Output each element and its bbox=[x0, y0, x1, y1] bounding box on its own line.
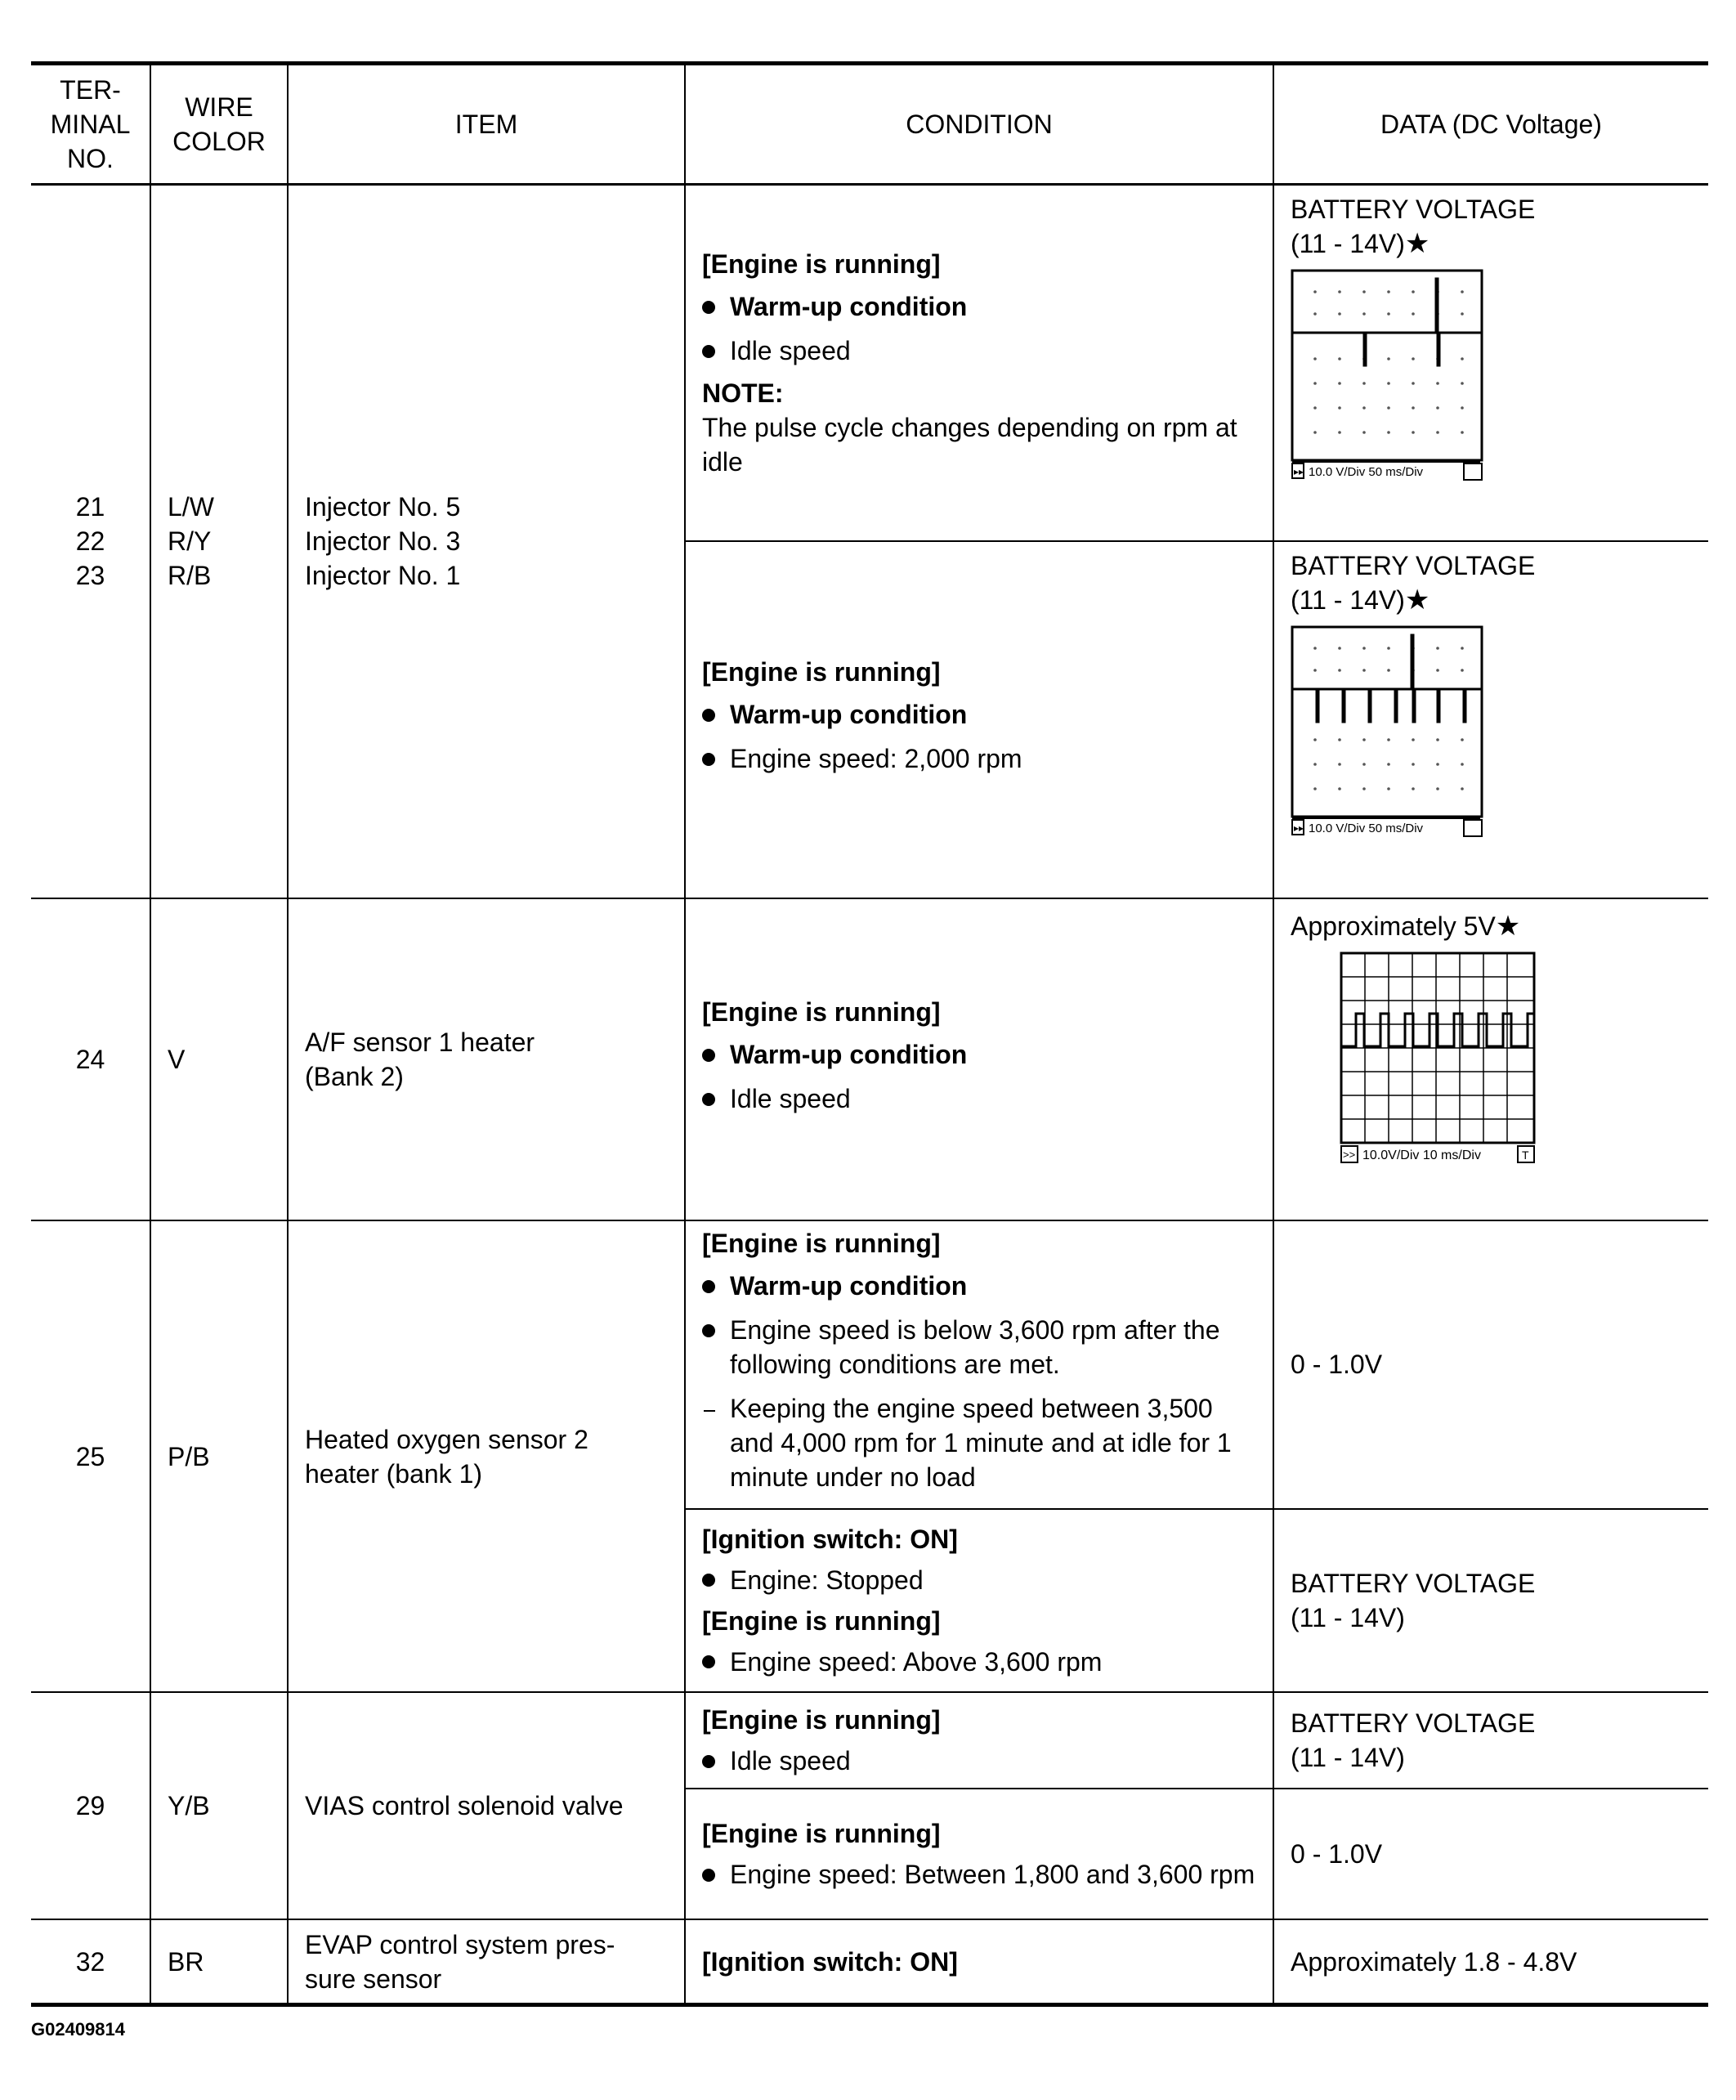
scope-scale-label: 10.0 V/Div 50 ms/Div bbox=[1309, 465, 1424, 480]
condition-bullet: Warm-up condition bbox=[702, 289, 1256, 324]
table-row bbox=[31, 1919, 1708, 2004]
condition-heading: [Engine is running] bbox=[702, 1819, 941, 1849]
svg-text:▸▸: ▸▸ bbox=[1294, 822, 1304, 835]
condition-bullet: Warm-up condition bbox=[702, 697, 1256, 732]
scope-scale-label: 10.0 V/Div 50 ms/Div bbox=[1309, 822, 1424, 836]
condition-bullet: Engine speed is below 3,600 rpm after the following conditions are met. bbox=[702, 1313, 1256, 1381]
condition-bullet: Engine: Stopped bbox=[702, 1563, 1256, 1597]
condition-bullet: Warm-up condition bbox=[702, 1037, 1256, 1072]
data-cell: 0 - 1.0V bbox=[1273, 1789, 1708, 1919]
oscilloscope-waveform bbox=[1291, 269, 1487, 483]
scope-trigger-label: T bbox=[1522, 1148, 1529, 1162]
item-cell: A/F sensor 1 heater (Bank 2) bbox=[288, 898, 685, 1220]
note-label: NOTE: bbox=[702, 378, 784, 409]
oscilloscope-waveform bbox=[1340, 951, 1568, 1166]
bullet-icon bbox=[702, 1755, 715, 1768]
wire-color-cell: Y/B bbox=[150, 1692, 288, 1919]
item-cell: Injector No. 5 Injector No. 3 Injector No. 1 bbox=[288, 185, 685, 898]
wire-color-cell: V bbox=[150, 898, 288, 1220]
bullet-icon bbox=[702, 753, 715, 766]
header-terminal: TER- MINAL NO. bbox=[31, 64, 150, 185]
data-cell: BATTERY VOLTAGE (11 - 14V) bbox=[1273, 1692, 1708, 1789]
condition-cell bbox=[685, 1919, 1273, 2004]
wire-color-cell: P/B bbox=[150, 1220, 288, 1692]
table-row bbox=[31, 898, 1708, 1220]
header-item: ITEM bbox=[288, 64, 685, 185]
svg-text:▸▸: ▸▸ bbox=[1294, 466, 1304, 478]
terminal-cell: 21 22 23 bbox=[31, 185, 150, 898]
bullet-icon bbox=[702, 1280, 715, 1293]
ecm-terminal-table bbox=[31, 61, 1708, 2007]
terminal-cell: 32 bbox=[31, 1919, 150, 2004]
data-cell: Approximately 1.8 - 4.8V bbox=[1273, 1919, 1708, 2004]
condition-cell bbox=[685, 1789, 1273, 1919]
scope-scale-label: 10.0V/Div 10 ms/Div bbox=[1362, 1148, 1481, 1162]
condition-bullet: Engine speed: Above 3,600 rpm bbox=[702, 1645, 1256, 1679]
note-text: The pulse cycle changes depending on rpm at idle bbox=[702, 413, 1237, 477]
data-cell: BATTERY VOLTAGE (11 - 14V)★ ▸▸ 10.0 V/Div 50 ms/Div bbox=[1273, 185, 1708, 542]
condition-heading: [Ignition switch: ON] bbox=[702, 1946, 958, 1977]
star-icon: ★ bbox=[1404, 584, 1430, 616]
star-icon: ★ bbox=[1495, 910, 1521, 942]
condition-heading: [Ignition switch: ON] bbox=[702, 1524, 958, 1554]
bullet-icon bbox=[702, 1049, 715, 1062]
figure-code: G02409814 bbox=[31, 2019, 125, 2040]
condition-cell bbox=[685, 185, 1273, 542]
bullet-icon bbox=[702, 1574, 715, 1587]
oscilloscope-waveform bbox=[1291, 625, 1487, 840]
condition-cell bbox=[685, 541, 1273, 898]
condition-cell bbox=[685, 1220, 1273, 1508]
condition-heading: [Engine is running] bbox=[702, 1605, 941, 1636]
data-cell: BATTERY VOLTAGE (11 - 14V) bbox=[1273, 1509, 1708, 1692]
condition-heading: [Engine is running] bbox=[702, 1229, 941, 1259]
bullet-icon bbox=[702, 1093, 715, 1106]
condition-bullet: Engine speed: Between 1,800 and 3,600 rpm bbox=[702, 1857, 1256, 1892]
condition-heading: [Engine is running] bbox=[702, 657, 941, 687]
condition-bullet: Idle speed bbox=[702, 1744, 1256, 1778]
wire-color-cell: L/W R/Y R/B bbox=[150, 185, 288, 898]
condition-bullet: Idle speed bbox=[702, 334, 1256, 368]
condition-heading: [Engine is running] bbox=[702, 249, 941, 280]
data-cell: Approximately 5V★ >> 10.0V/Div 10 ms/Div T bbox=[1273, 898, 1708, 1220]
bullet-icon bbox=[702, 345, 715, 358]
condition-sub-bullet: Keeping the engine speed between 3,500 and 4,000 rpm for 1 minute and at idle for 1 minute under no load bbox=[702, 1391, 1256, 1494]
bullet-icon bbox=[702, 709, 715, 722]
condition-bullet: Engine speed: 2,000 rpm bbox=[702, 741, 1256, 776]
condition-cell bbox=[685, 898, 1273, 1220]
header-condition: CONDITION bbox=[685, 64, 1273, 185]
header-row bbox=[31, 64, 1708, 185]
wire-color-cell: BR bbox=[150, 1919, 288, 2004]
header-wire-color: WIRE COLOR bbox=[150, 64, 288, 185]
item-cell: VIAS control solenoid valve bbox=[288, 1692, 685, 1919]
table-row bbox=[31, 1692, 1708, 1789]
condition-cell bbox=[685, 1509, 1273, 1692]
bullet-icon bbox=[702, 1324, 715, 1337]
dash-icon bbox=[704, 1410, 715, 1412]
terminal-cell: 24 bbox=[31, 898, 150, 1220]
item-cell: EVAP control system pres- sure sensor bbox=[288, 1919, 685, 2004]
header-data: DATA (DC Voltage) bbox=[1273, 64, 1708, 185]
condition-heading: [Engine is running] bbox=[702, 997, 941, 1027]
spec-table-container bbox=[31, 61, 1708, 2007]
item-cell: Heated oxygen sensor 2 heater (bank 1) bbox=[288, 1220, 685, 1692]
condition-heading: [Engine is running] bbox=[702, 1705, 941, 1735]
condition-cell bbox=[685, 1692, 1273, 1789]
terminal-cell: 25 bbox=[31, 1220, 150, 1692]
condition-bullet: Warm-up condition bbox=[702, 1269, 1256, 1303]
table-row bbox=[31, 1220, 1708, 1508]
bullet-icon bbox=[702, 1655, 715, 1668]
terminal-cell: 29 bbox=[31, 1692, 150, 1919]
bullet-icon bbox=[702, 301, 715, 314]
data-cell: 0 - 1.0V bbox=[1273, 1220, 1708, 1508]
table-row bbox=[31, 185, 1708, 542]
star-icon: ★ bbox=[1404, 228, 1430, 260]
svg-text:>>: >> bbox=[1343, 1148, 1356, 1161]
condition-bullet: Idle speed bbox=[702, 1081, 1256, 1116]
data-cell: BATTERY VOLTAGE (11 - 14V)★ ▸▸ 10.0 V/Div 50 ms/Div bbox=[1273, 541, 1708, 898]
bullet-icon bbox=[702, 1869, 715, 1882]
